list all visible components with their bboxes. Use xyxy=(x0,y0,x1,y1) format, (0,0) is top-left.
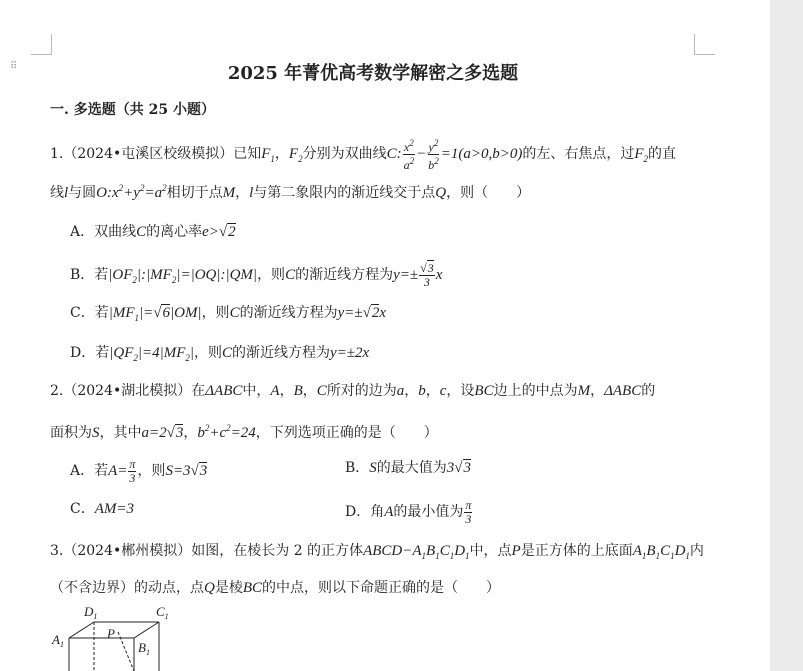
label-c1: $C_1$ xyxy=(156,604,169,621)
q3-line1 xyxy=(50,541,704,566)
q1-mid: 分别为双曲线 xyxy=(302,145,387,162)
q1-l2d: 与第二象限内的渐近线交于点 xyxy=(253,185,436,201)
q1-optB-text2: 的渐近线方程为 xyxy=(295,266,394,283)
q2-option-c[interactable] xyxy=(70,499,134,519)
document-title: 2025 年菁优高考数学解密之多选题 xyxy=(227,63,519,84)
q1-optC-label: C．若 xyxy=(70,305,109,321)
q1-math-f2: $F_2$ xyxy=(288,145,303,164)
q2-math-sides: a xyxy=(396,383,405,399)
cube-figure xyxy=(48,602,178,671)
q2-option-d[interactable] xyxy=(345,499,473,526)
label-b1: $B_1$ xyxy=(138,640,150,657)
q2-optA-text: ，则 xyxy=(137,462,166,479)
q2-optD-a: A xyxy=(384,503,394,520)
q1-optD-cond: $|QF_2|=4|MF_2|$ xyxy=(109,345,195,363)
q3-l1b: 中，点 xyxy=(469,543,512,559)
q1-suffix: 的左、右焦点，过 xyxy=(522,145,635,162)
q2-optA-cond: A= $\frac{\pi}{3}$ xyxy=(108,457,136,485)
q2-math-s: S xyxy=(92,425,100,441)
q1-optC-c: C xyxy=(229,305,240,321)
q3-math-p: P xyxy=(511,543,521,559)
q1-option-d[interactable] xyxy=(70,343,369,368)
q2-math-tri: ΔABC xyxy=(205,383,243,399)
q2-math-cond: a=2√3 xyxy=(141,425,184,441)
q2-optD-label: D．角 xyxy=(345,503,385,520)
q1-math-circle: $O:x^2+y^2=a^2$ xyxy=(96,183,167,201)
q1-optA-c: C xyxy=(136,224,147,240)
q2-l1b: 中， xyxy=(242,383,271,399)
q1-math-f1: $F_1$ xyxy=(261,145,275,164)
q2-math-abc: A xyxy=(270,383,280,399)
q2-optC-math: AM=3 xyxy=(94,501,134,517)
section-heading: 一. 多选题（共 25 小题） xyxy=(50,102,215,118)
q1-l2e: ，则（ ） xyxy=(446,185,531,201)
q2-l2b: ，其中 xyxy=(99,425,142,441)
q1-l2b: 与圆 xyxy=(68,185,97,201)
q1-line2: 线l与圆$O:x^2+y^2=a^2$相切于点M，l与第二象限内的渐近线交于点Q，则（ ） xyxy=(50,183,531,201)
margin-corner-top-left xyxy=(31,34,52,55)
q3-math-q: Q xyxy=(204,580,215,596)
label-a1: $A_1$ xyxy=(52,632,64,649)
q2-math-m: M xyxy=(577,383,591,399)
q1-optD-label: D．若 xyxy=(70,345,110,361)
q1-optA-text: 的离心率 xyxy=(146,224,203,240)
q2-l1f: ， xyxy=(590,383,605,399)
q1-prefix: 1.（2024•屯溪区校级模拟）已知 xyxy=(50,145,262,162)
q2-math-tri2: ΔABC xyxy=(604,383,642,399)
scroll-gutter xyxy=(770,0,803,671)
margin-corner-top-right xyxy=(694,34,715,55)
q1-math-hyperbola: C: $\frac{x^2}{a^2}$ − $\frac{y^2}{b^2}$ =1(a>0,b>0) xyxy=(386,138,523,172)
q1-option-c[interactable] xyxy=(70,303,386,328)
q2-l2a: 面积为 xyxy=(50,425,92,441)
q1-optA-math: e>√2 xyxy=(202,224,236,240)
edge-b1c1 xyxy=(134,622,159,638)
q1-optB-cond: $|OF_2|:|MF_2|=|OQ|:|QM|$ xyxy=(108,266,258,285)
q2-l1c: 所对的边为 xyxy=(326,383,397,399)
q2-math-bc: BC xyxy=(474,383,494,399)
q2-optA-label: A．若 xyxy=(70,462,109,479)
q1-math-f2b: $F_2$ xyxy=(634,145,648,164)
q3-math-top: $A_1B_1C_1D_1$ xyxy=(632,543,690,561)
q1-optD-math: y=±2x xyxy=(330,345,370,361)
q3-prefix: 3.（2024•郴州模拟）如图，在棱长为 2 的正方体 xyxy=(50,543,364,559)
q2-line1: 2.（2024•湖北模拟）在ΔABC中，A，B，C所对的边为a，b，c，设BC边上的中点为M，ΔABC的 xyxy=(50,383,656,399)
q1-optD-text2: 的渐近线方程为 xyxy=(232,345,331,361)
q1-optD-c: C xyxy=(222,345,233,361)
q2-optD-math: $\frac{\pi}{3}$ xyxy=(465,498,472,526)
q2-prefix: 2.（2024•湖北模拟）在 xyxy=(50,383,206,399)
q3-l2b: 是棱 xyxy=(214,580,243,596)
q1-math-l: l xyxy=(64,185,69,201)
q1-optB-c: C xyxy=(285,266,296,283)
q2-l1g: 的 xyxy=(641,383,656,399)
q2-l1e: 边上的中点为 xyxy=(493,383,578,399)
q1-optB-label: B．若 xyxy=(70,266,109,283)
label-p: P xyxy=(107,626,115,641)
q1-optC-text: ，则 xyxy=(201,305,230,321)
edge-a1d1 xyxy=(69,622,94,638)
q2-optA-math: S=3√3 xyxy=(165,462,208,479)
label-d1: $D_1$ xyxy=(84,604,98,621)
q3-l1d: 内 xyxy=(689,543,704,559)
q3-math-cube: $ABCD-A_1B_1C_1D_1$ xyxy=(363,543,470,561)
q1-optD-text: ，则 xyxy=(194,345,223,361)
q1-option-b[interactable] xyxy=(70,262,442,290)
q2-math-cond2: $b^2+c^2=24$ xyxy=(197,423,256,441)
q1-optA-label: A．双曲线 xyxy=(70,224,137,240)
q1-optB-text: ，则 xyxy=(257,266,286,283)
q3-l2c: 的中点，则以下命题正确的是（ ） xyxy=(262,580,501,596)
q1-option-a[interactable] xyxy=(70,222,236,242)
q1-math-l2: l xyxy=(249,185,254,201)
q2-optB-s: S xyxy=(369,460,377,476)
q3-l1c: 是正方体的上底面 xyxy=(520,543,633,559)
q2-optC-label: C． xyxy=(70,501,95,517)
q2-optB-text: 的最大值为 xyxy=(376,460,447,476)
q2-optD-text: 的最小值为 xyxy=(393,503,464,520)
q2-line2: 面积为S，其中a=2√3，$b^2+c^2=24$，下列选项正确的是（ ） xyxy=(50,423,438,441)
q1-math-m: M xyxy=(222,185,236,201)
q2-optB-label: B． xyxy=(345,460,370,476)
q1-optC-math: y=±√2x xyxy=(337,305,386,321)
q2-optB-math: 3√3 xyxy=(446,460,472,476)
q1-end: 的直 xyxy=(648,145,676,162)
q1-optB-math: y=± $\frac{√3}{3}$ x xyxy=(393,261,443,289)
q1-optC-cond: $|MF_1|=√6|OM|$ xyxy=(108,305,202,323)
q2-option-b[interactable] xyxy=(345,458,471,478)
q3-line2 xyxy=(50,578,500,598)
q2-l2c: ，下列选项正确的是（ ） xyxy=(255,425,438,441)
q1-optC-text2: 的渐近线方程为 xyxy=(239,305,338,321)
q2-l1d: ，设 xyxy=(446,383,475,399)
q1-l2a: 线 xyxy=(50,185,64,201)
q1-line1: 1.（2024•屯溪区校级模拟）已知$F_1$，$F_2$分别为双曲线C: $\frac{x^2}{a^2}$ − $\frac{y^2}{b^2}$ =1(a>0,b>0)的左、右焦点，过$F_2$的直 xyxy=(50,138,676,172)
q1-l2c: 相切于点 xyxy=(166,185,223,201)
q3-l2a: （不含边界）的动点，点 xyxy=(50,580,204,596)
q2-option-a[interactable] xyxy=(70,458,207,485)
q1-math-q: Q xyxy=(435,185,447,201)
drag-handle-icon[interactable]: ⠿ xyxy=(10,61,19,72)
q3-math-bc: BC xyxy=(242,580,263,596)
